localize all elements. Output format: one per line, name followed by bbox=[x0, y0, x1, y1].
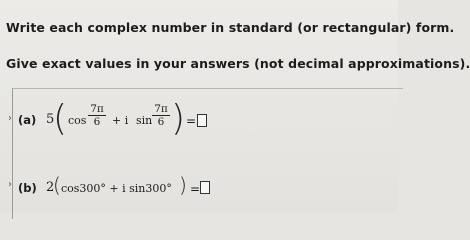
part-a-fraction-2-denominator: 6 bbox=[157, 116, 165, 128]
part-a-plus-i: + i bbox=[112, 114, 129, 127]
part-b-close-paren: ) bbox=[179, 173, 187, 197]
part-a-answer-input[interactable] bbox=[197, 114, 207, 127]
part-b-answer-input[interactable] bbox=[200, 181, 210, 194]
part-a-fraction-2-numerator: 7π bbox=[152, 103, 170, 116]
instruction-line-2: Give exact values in your answers (not decimal approximations). bbox=[6, 56, 470, 71]
part-a-cos: cos bbox=[68, 114, 87, 127]
part-a-fraction-1 bbox=[88, 103, 106, 128]
instruction-line-1: Write each complex number in standard (or rectangular) form. bbox=[6, 20, 455, 35]
part-b-coefficient: 2 bbox=[46, 180, 55, 195]
part-b-label: (b) bbox=[18, 181, 37, 195]
parts-container bbox=[12, 88, 403, 219]
part-b-equals: = bbox=[190, 182, 201, 196]
part-a-label: (a) bbox=[18, 113, 37, 127]
part-a-close-paren: ) bbox=[171, 98, 186, 139]
part-a-fraction-1-denominator: 6 bbox=[93, 116, 101, 128]
caret-right-icon: › bbox=[8, 179, 12, 190]
part-a-coefficient: 5 bbox=[46, 112, 55, 127]
part-a-fraction-1-numerator: 7π bbox=[88, 103, 106, 116]
part-a-equals: = bbox=[186, 114, 197, 128]
part-a-open-paren: ( bbox=[53, 98, 68, 139]
part-b-body: cos300° + i sin300° bbox=[61, 182, 172, 195]
part-a-fraction-2 bbox=[152, 103, 170, 128]
part-b-open-paren: ( bbox=[53, 173, 61, 197]
part-a-sin: sin bbox=[136, 114, 153, 127]
caret-right-icon: › bbox=[8, 113, 12, 124]
